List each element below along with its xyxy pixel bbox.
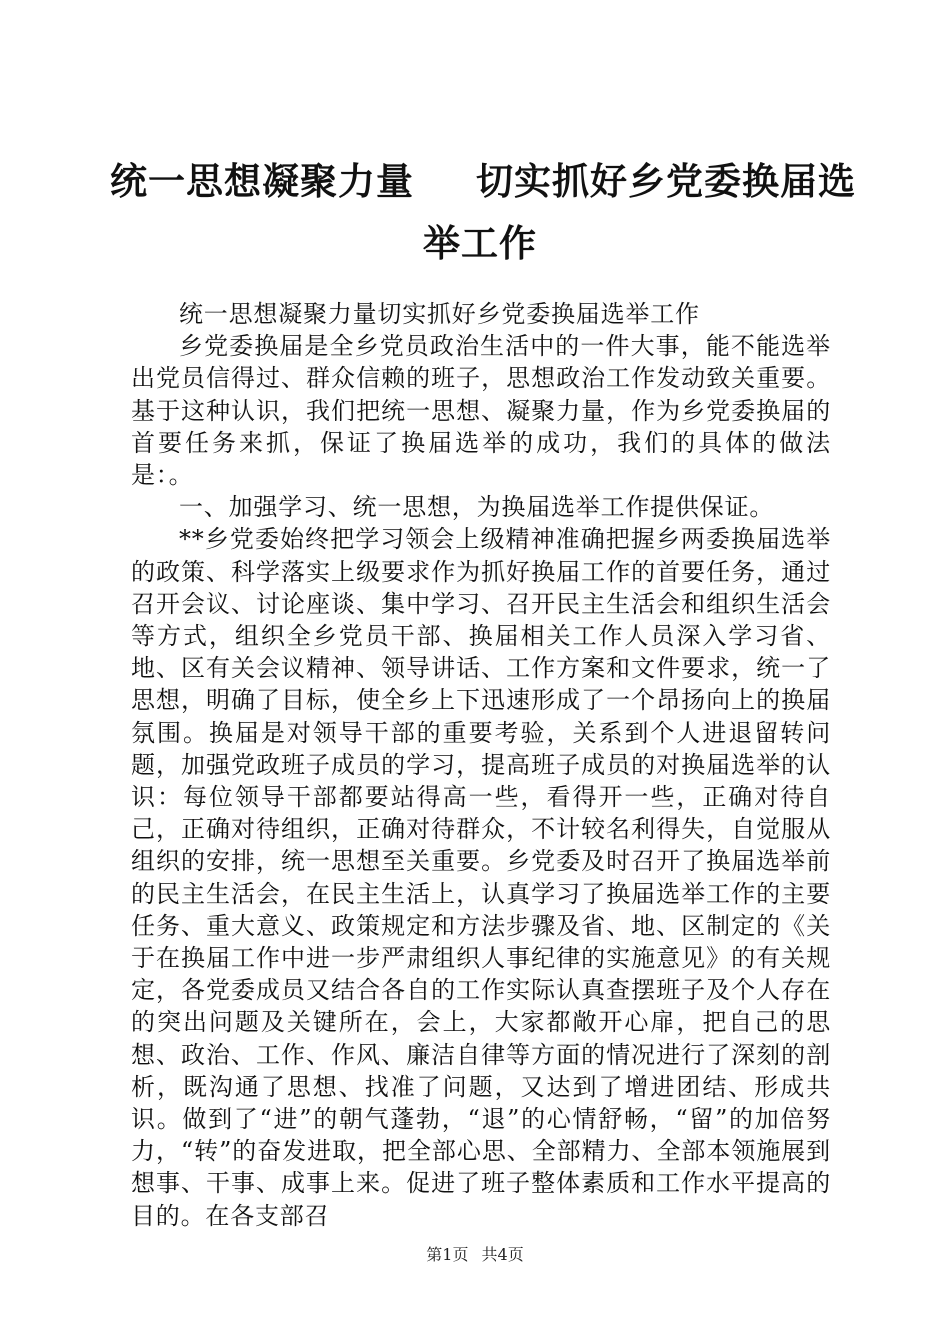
page-total: 共4页	[481, 1245, 524, 1264]
title-part1: 统一思想凝聚力量	[110, 160, 414, 203]
page-footer	[0, 1242, 950, 1265]
paragraph-section-body: **乡党委始终把学习领会上级精神准确把握乡两委换届选举的政策、科学落实上级要求作为抓好换届工作的首要任务，通过召开会议、讨论座谈、集中学习、召开民主生活会和组织生活会等方式，组织全乡党员干部、换届相关工作人员深入学习省、地、区有关会议精神、领导讲话、工作方案和文件要求，统一了思想，明确了目标，使全乡上下迅速形成了一个昂扬向上的换届氛围。换届是对领导干部的重要考验，关系到个人进退留转问题，加强党政班子成员的学习，提高班子成员的对换届选举的认识：每位领导干部都要站得高一些，看得开一些，正确对待自己，正确对待组织，正确对待群众，不计较名利得失，自觉服从组织的安排，统一思想至关重要。乡党委及时召开了换届选举前的民主生活会，在民主生活上，认真学习了换届选举工作的主要任务、重大意义、政策规定和方法步骤及省、地、区制定的《关于在换届工作中进一步严肃组织人事纪律的实施意见》的有关规定，各党委成员又结合各自的工作实际认真查摆班子及个人存在的突出问题及关键所在，会上，大家都敞开心扉，把自己的思想、政治、工作、作风、廉洁自律等方面的情况进行了深刻的剖析，既沟通了思想、找准了问题，又达到了增进团结、形成共识。做到了“进”的朝气蓬勃，“退”的心情舒畅，“留”的加倍努力，“转”的奋发进取，把全部心思、全部精力、全部本领施展到想事、干事、成事上来。促进了班子整体素质和工作水平提高的目的。在各支部召	[131, 525, 831, 1230]
document-title	[110, 160, 856, 204]
paragraph-section-heading: 一、加强学习、统一思想，为换届选举工作提供保证。	[179, 493, 775, 522]
title-part2-continued: 举工作	[423, 222, 537, 265]
page-number: 第1页	[426, 1245, 469, 1264]
paragraph-subtitle: 统一思想凝聚力量切实抓好乡党委换届选举工作	[179, 300, 700, 328]
document-body	[131, 298, 831, 1232]
title-part2: 切实抓好乡党委换届选	[476, 160, 856, 203]
paragraph-intro: 乡党委换届是全乡党员政治生活中的一件大事，能不能选举出党员信得过、群众信赖的班子，思想政治工作发动致关重要。基于这种认识，我们把统一思想、凝聚力量，作为乡党委换届的首要任务来抓，保证了换届选举的成功，我们的具体的做法是：。	[131, 332, 831, 490]
document-title-continued	[110, 222, 850, 266]
